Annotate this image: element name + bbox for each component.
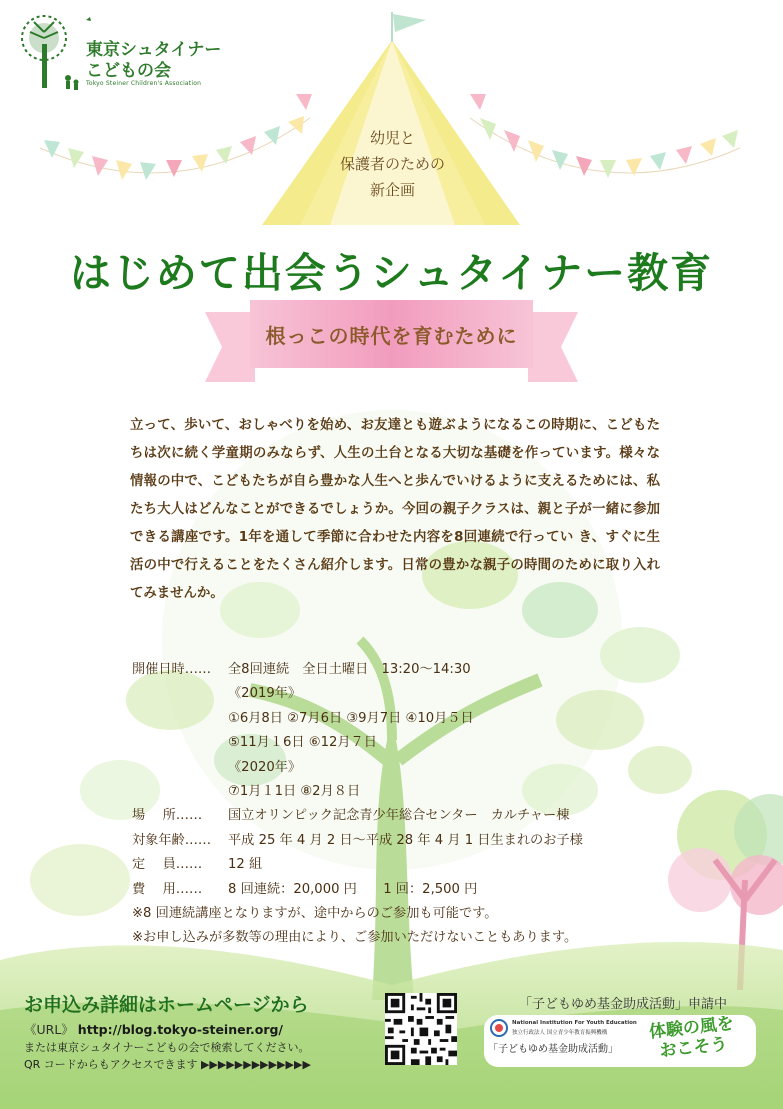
- url-label: 《URL》: [24, 1022, 74, 1037]
- age-value: 平成 25 年 4 月 2 日〜平成 28 年 4 月 1 日生まれのお子様: [228, 832, 583, 848]
- tent-label-line2: 保護者のための: [339, 155, 445, 173]
- fee-value: 8 回連続：20,000 円 1 回：2,500 円: [228, 881, 478, 897]
- org-name-line2: こどもの会: [86, 61, 171, 81]
- slogan-line2: おこそう: [658, 1034, 729, 1062]
- niye-logo-icon: [490, 1019, 508, 1037]
- age-row: [132, 829, 652, 853]
- apply-heading: お申込み詳細はホームページから: [24, 994, 309, 1016]
- tent-label-line1: 幼児と: [369, 129, 415, 147]
- bunting-left: [40, 94, 312, 180]
- note-2: ※お申し込みが多数等の理由により、ご参加いただけないこともあります。: [132, 930, 578, 946]
- grant-status: 「子どもゆめ基金助成活動」申請中: [518, 997, 727, 1012]
- tent-label: [330, 125, 455, 203]
- date-label: 開催日時……: [132, 662, 212, 677]
- age-label: 対象年齢……: [132, 832, 212, 848]
- tent-label-line3: 新企画: [369, 181, 415, 199]
- date-value: 全8回連続 全日土曜日 13:20〜14:30: [228, 662, 471, 677]
- ribbon-subtitle: 根っこの時代を育むために: [265, 324, 518, 348]
- fee-label: 費 用……: [132, 881, 203, 897]
- place-value: 国立オリンピック記念青少年総合センター カルチャー棟: [228, 808, 570, 824]
- place-row: [132, 804, 652, 828]
- capacity-value: 12 組: [228, 857, 263, 873]
- slogan-line1: 体験の風を: [648, 1013, 735, 1043]
- main-title: はじめて出会うシュタイナー教育: [69, 249, 714, 297]
- intro-paragraph: 立って、歩いて、おしゃべりを始め、お友達とも遊ぶようになるこの時期に、こどもたちは次に続く学童期のみならず、人生の土台となる大切な基礎を作っています。様々な情報の中で、こどもたちが自ら豊かな人生へと歩んでいけるように支えるためには、私たち大人はどんなことができるでしょうか。今回の親子クラスは、親と子が一緒に参加できる講座です。1年を通して季節に合わせた内容を8回連続で行ってい き、すぐに生活の中で行えることをたくさん紹介します。日常の豊かな親子の時間のために取り入れてみませんか。: [130, 418, 660, 601]
- fee-row: [132, 878, 652, 902]
- url-line: [24, 1020, 283, 1038]
- place-label: 場 所……: [132, 808, 203, 824]
- dates-2019-a: ①6月8日 ②7月6日 ③9月7日 ④10月５日: [228, 710, 474, 726]
- grant-org-en: National Institution For Youth Education: [512, 1020, 637, 1026]
- homepage-link[interactable]: http://blog.tokyo-steiner.org/: [77, 1022, 283, 1037]
- qr-code-icon[interactable]: [385, 993, 457, 1065]
- qr-note: QR コードからもアクセスできます ▶▶▶▶▶▶▶▶▶▶▶▶▶: [24, 1058, 311, 1071]
- note-1: ※8 回連続講座となりますが、途中からのご参加も可能です。: [132, 906, 498, 922]
- search-note: または東京シュタイナーこどもの会で検索してください。: [24, 1041, 310, 1054]
- org-name-en: Tokyo Steiner Children's Association: [86, 80, 202, 87]
- date-row: [132, 658, 652, 682]
- capacity-row: [132, 853, 652, 877]
- year-2020: 《2020年》: [228, 759, 302, 775]
- event-details: [132, 658, 652, 951]
- grant-activity: 「子どもゆめ基金助成活動」: [488, 1044, 618, 1055]
- capacity-label: 定 員……: [132, 857, 203, 873]
- year-2019: 《2019年》: [228, 686, 302, 702]
- org-name-line1: 東京シュタイナー: [86, 40, 222, 60]
- grant-org-ja: 独立行政法人 国立青少年教育振興機構: [512, 1030, 608, 1036]
- org-name: [86, 40, 221, 82]
- dates-2019-b: ⑤11月１6日 ⑥12月７日: [228, 735, 377, 751]
- bunting-right: [470, 94, 740, 178]
- dates-2020: ⑦1月１1日 ⑧2月８日: [228, 784, 361, 800]
